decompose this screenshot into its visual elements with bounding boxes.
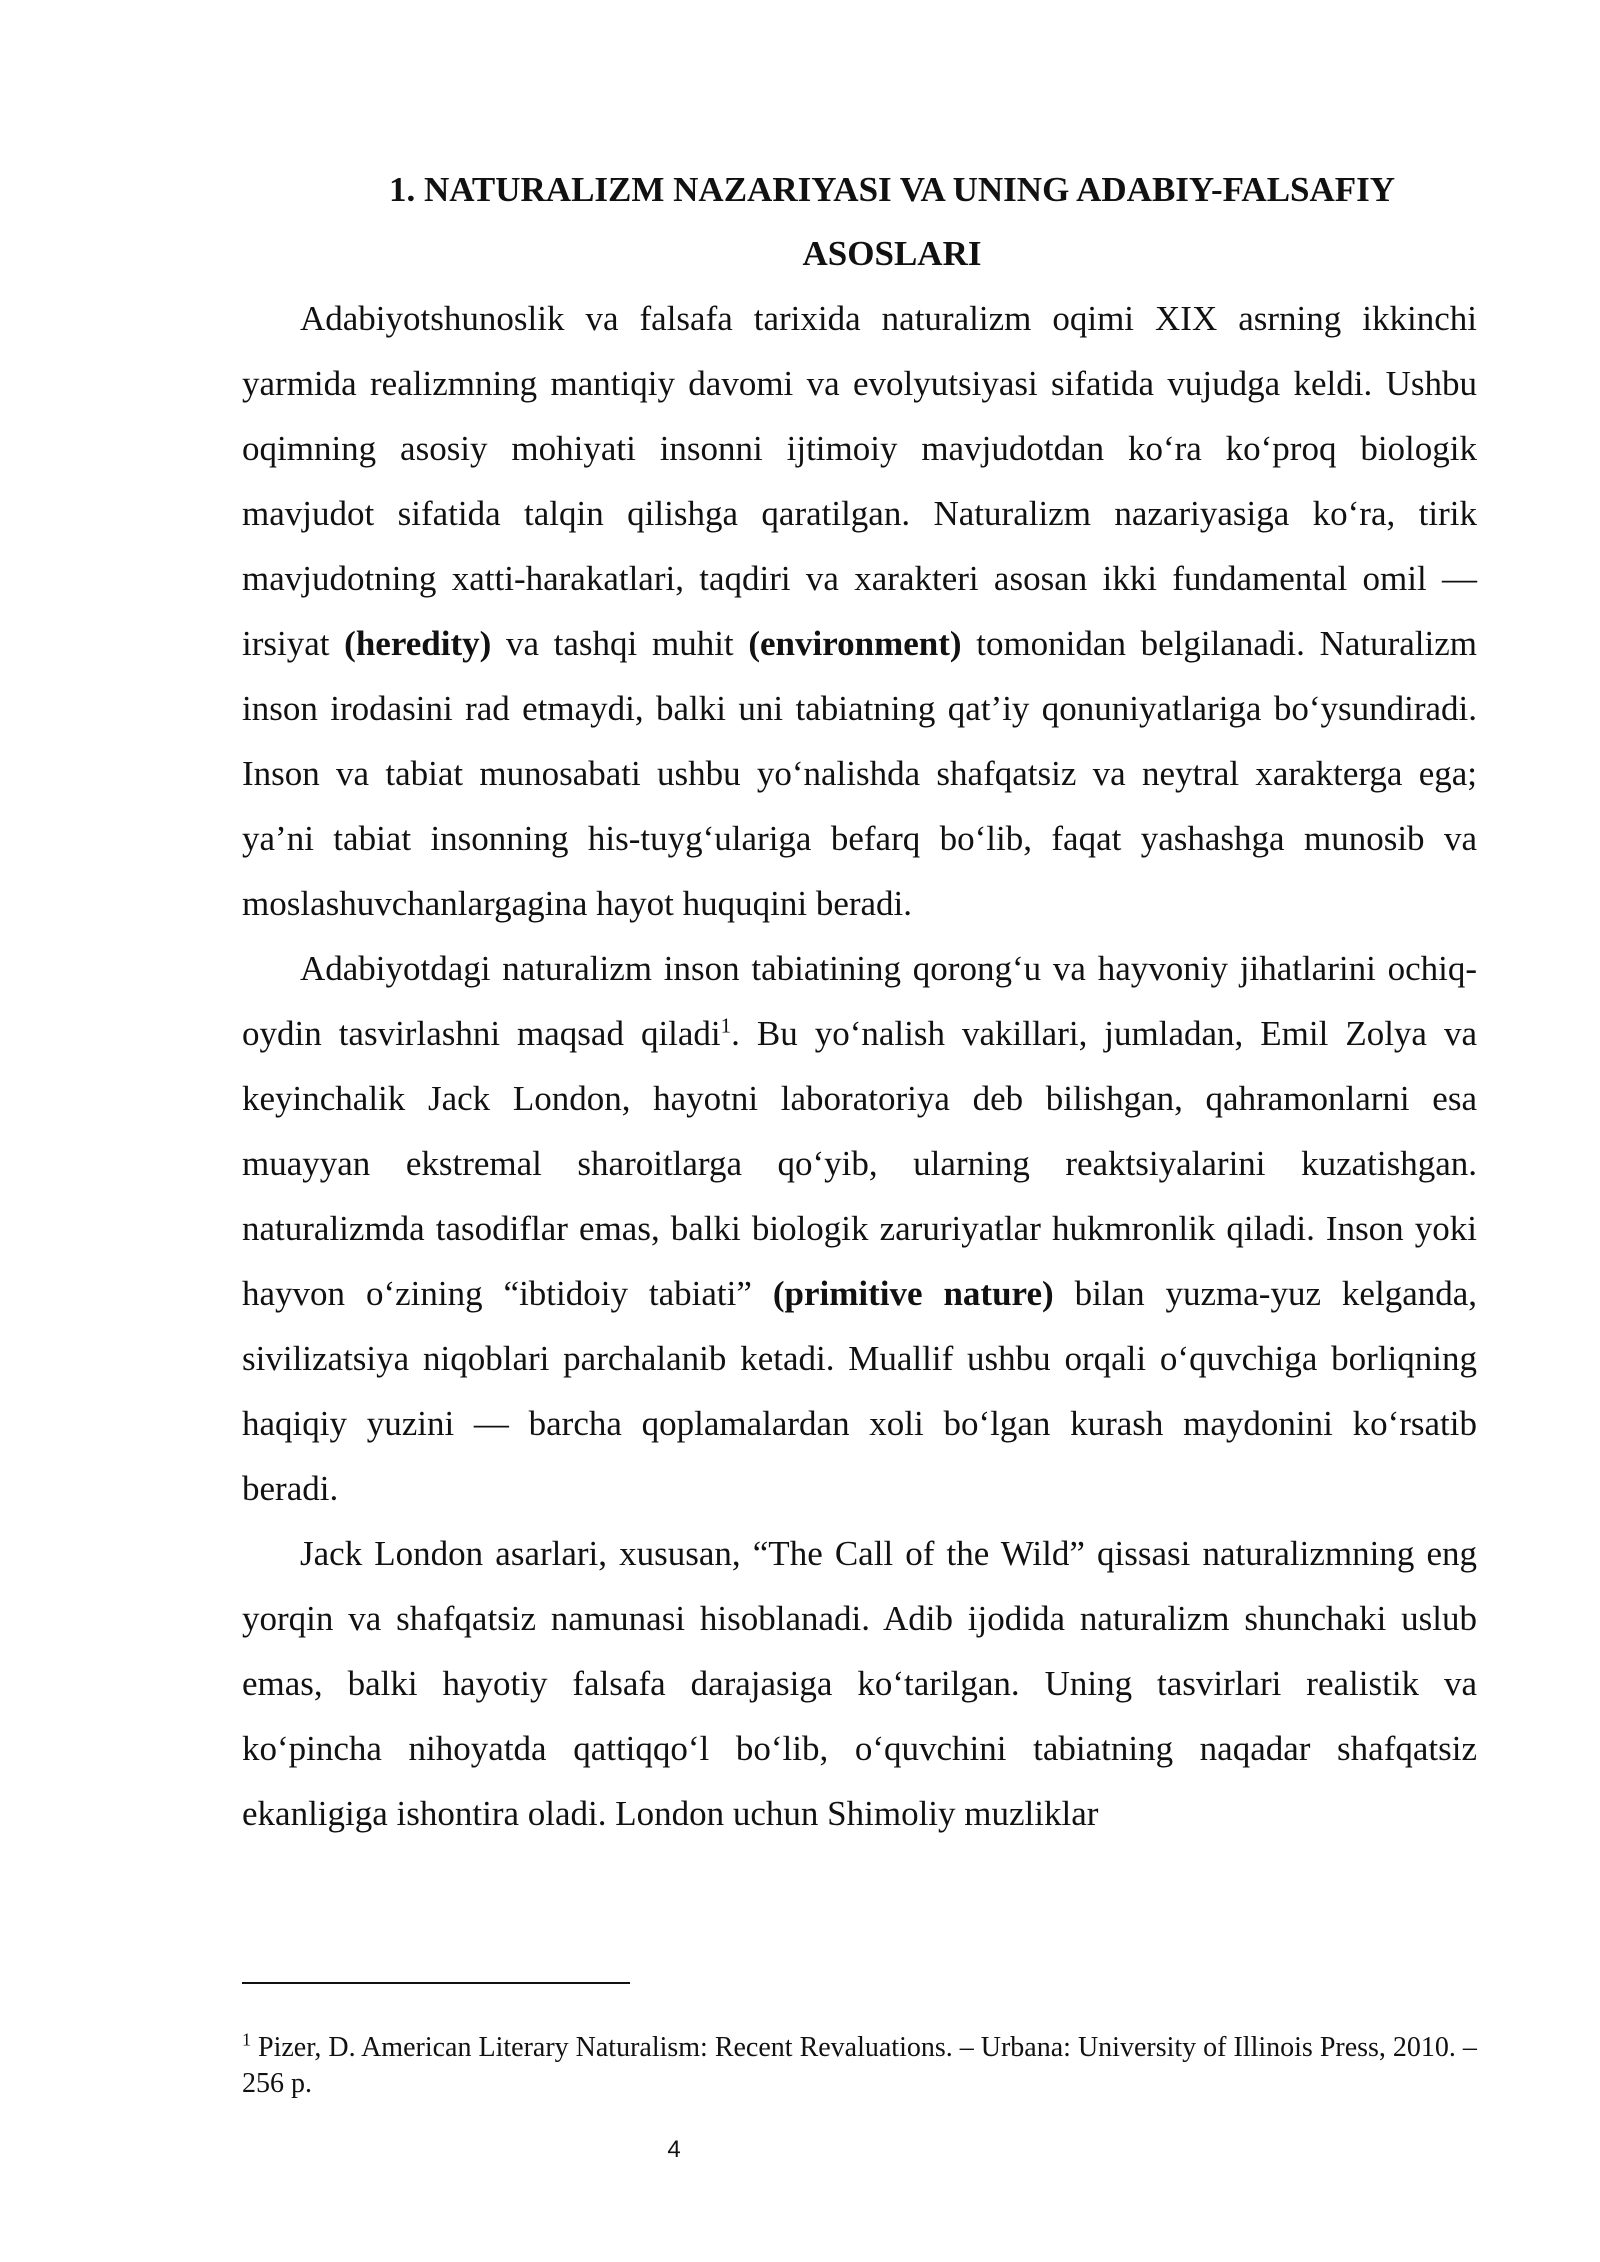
chapter-heading	[242, 158, 1477, 286]
paragraph-1	[242, 286, 1477, 936]
paragraph-2-text-c: bilan yuzma-yuz kelganda, sivilizatsiya niqoblari parchalanib ketadi. Muallif ushbu orqali o‘quvchiga borliqning haqiqiy yuzini — barcha qoplamalardan xoli bo‘lgan kurash maydonini ko‘rsatib beradi.	[242, 1274, 1478, 1508]
footnote-text: Pizer, D. American Literary Naturalism: Recent Revaluations. – Urbana: University of Illinois Press, 2010. – 256 p.	[242, 2032, 1477, 2099]
footnote	[242, 2030, 1477, 2102]
paragraph-1-text-a: Adabiyotshunoslik va falsafa tarixida naturalizm oqimi XIX asrning ikkinchi yarmida realizmning mantiqiy davomi va evolyutsiyasi sifatida vujudga keldi. Ushbu oqimning asosiy mohiyati insonni ijtimoiy mavjudotdan ko‘ra ko‘proq biologik mavjudot sifatida talqin qilishga qaratilgan. Naturalizm nazariyasiga ko‘ra, tirik mavjudotning xatti-harakatlari, taqdiri va xarakteri asosan ikki fundamental omil — irsiyat	[242, 299, 1477, 663]
page-number: 4	[667, 2136, 681, 2163]
paragraph-1-text-d: tomonidan belgilanadi. Naturalizm inson irodasini rad etmaydi, balki uni tabiatning qat’iy qonuniyatlariga bo‘ysundiradi. Inson va tabiat munosabati ushbu yo‘nalishda shafqatsiz va neytral xarakterga ega; ya’ni tabiat insonning his-tuyg‘ulariga befarq bo‘lib, faqat yashashga munosib va moslashuvchanlargagina hayot huquqini beradi.	[242, 624, 1477, 923]
footnote-reference[interactable]: 1	[720, 1013, 732, 1038]
term-primitive-nature: (primitive nature)	[772, 1274, 1054, 1313]
chapter-heading-line-2: ASOSLARI	[802, 234, 982, 273]
paragraph-3: Jack London asarlari, xususan, “The Call of the Wild” qissasi naturalizmning eng yorqin va shafqatsiz namunasi hisoblanadi. Adib ijodida naturalizm shunchaki uslub emas, balki hayotiy falsafa darajasiga ko‘tarilgan. Uning tasvirlari realistik va ko‘pincha nihoyatda qattiqqo‘l bo‘lib, o‘quvchini tabiatning naqadar shafqatsiz ekanligiga ishontira oladi. London uchun Shimoliy muzliklar	[242, 1534, 1477, 1833]
chapter-heading-line-1: 1. NATURALIZM NAZARIYASI VA UNING ADABIY-FALSAFIY	[388, 170, 1396, 209]
paragraph-2-text-a: Adabiyotdagi naturalizm inson tabiatining qorong‘u va hayvoniy jihatlarini ochiq-oydin tasvirlashni maqsad qiladi	[242, 949, 1477, 1053]
footnote-marker: 1	[242, 2029, 251, 2050]
paragraph-2-text-b: . Bu yo‘nalish vakillari, jumladan, Emil Zolya va keyinchalik Jack London, hayotni laboratoriya deb bilishgan, qahramonlarni esa muayyan ekstremal sharoitlarga qo‘yib, ularning reaktsiyalarini kuzatishgan. naturalizmda tasodiflar emas, balki biologik zaruriyatlar hukmronlik qiladi. Inson yoki hayvon o‘zining “ibtidoiy tabiati”	[242, 1014, 1477, 1313]
paragraph-1-text-c: va tashqi muhit	[491, 624, 749, 663]
term-environment: (environment)	[748, 624, 962, 663]
term-heredity: (heredity)	[344, 624, 492, 663]
paragraph-2	[242, 936, 1477, 1521]
page-body	[242, 158, 1477, 1846]
footnote-separator	[242, 1982, 630, 1984]
